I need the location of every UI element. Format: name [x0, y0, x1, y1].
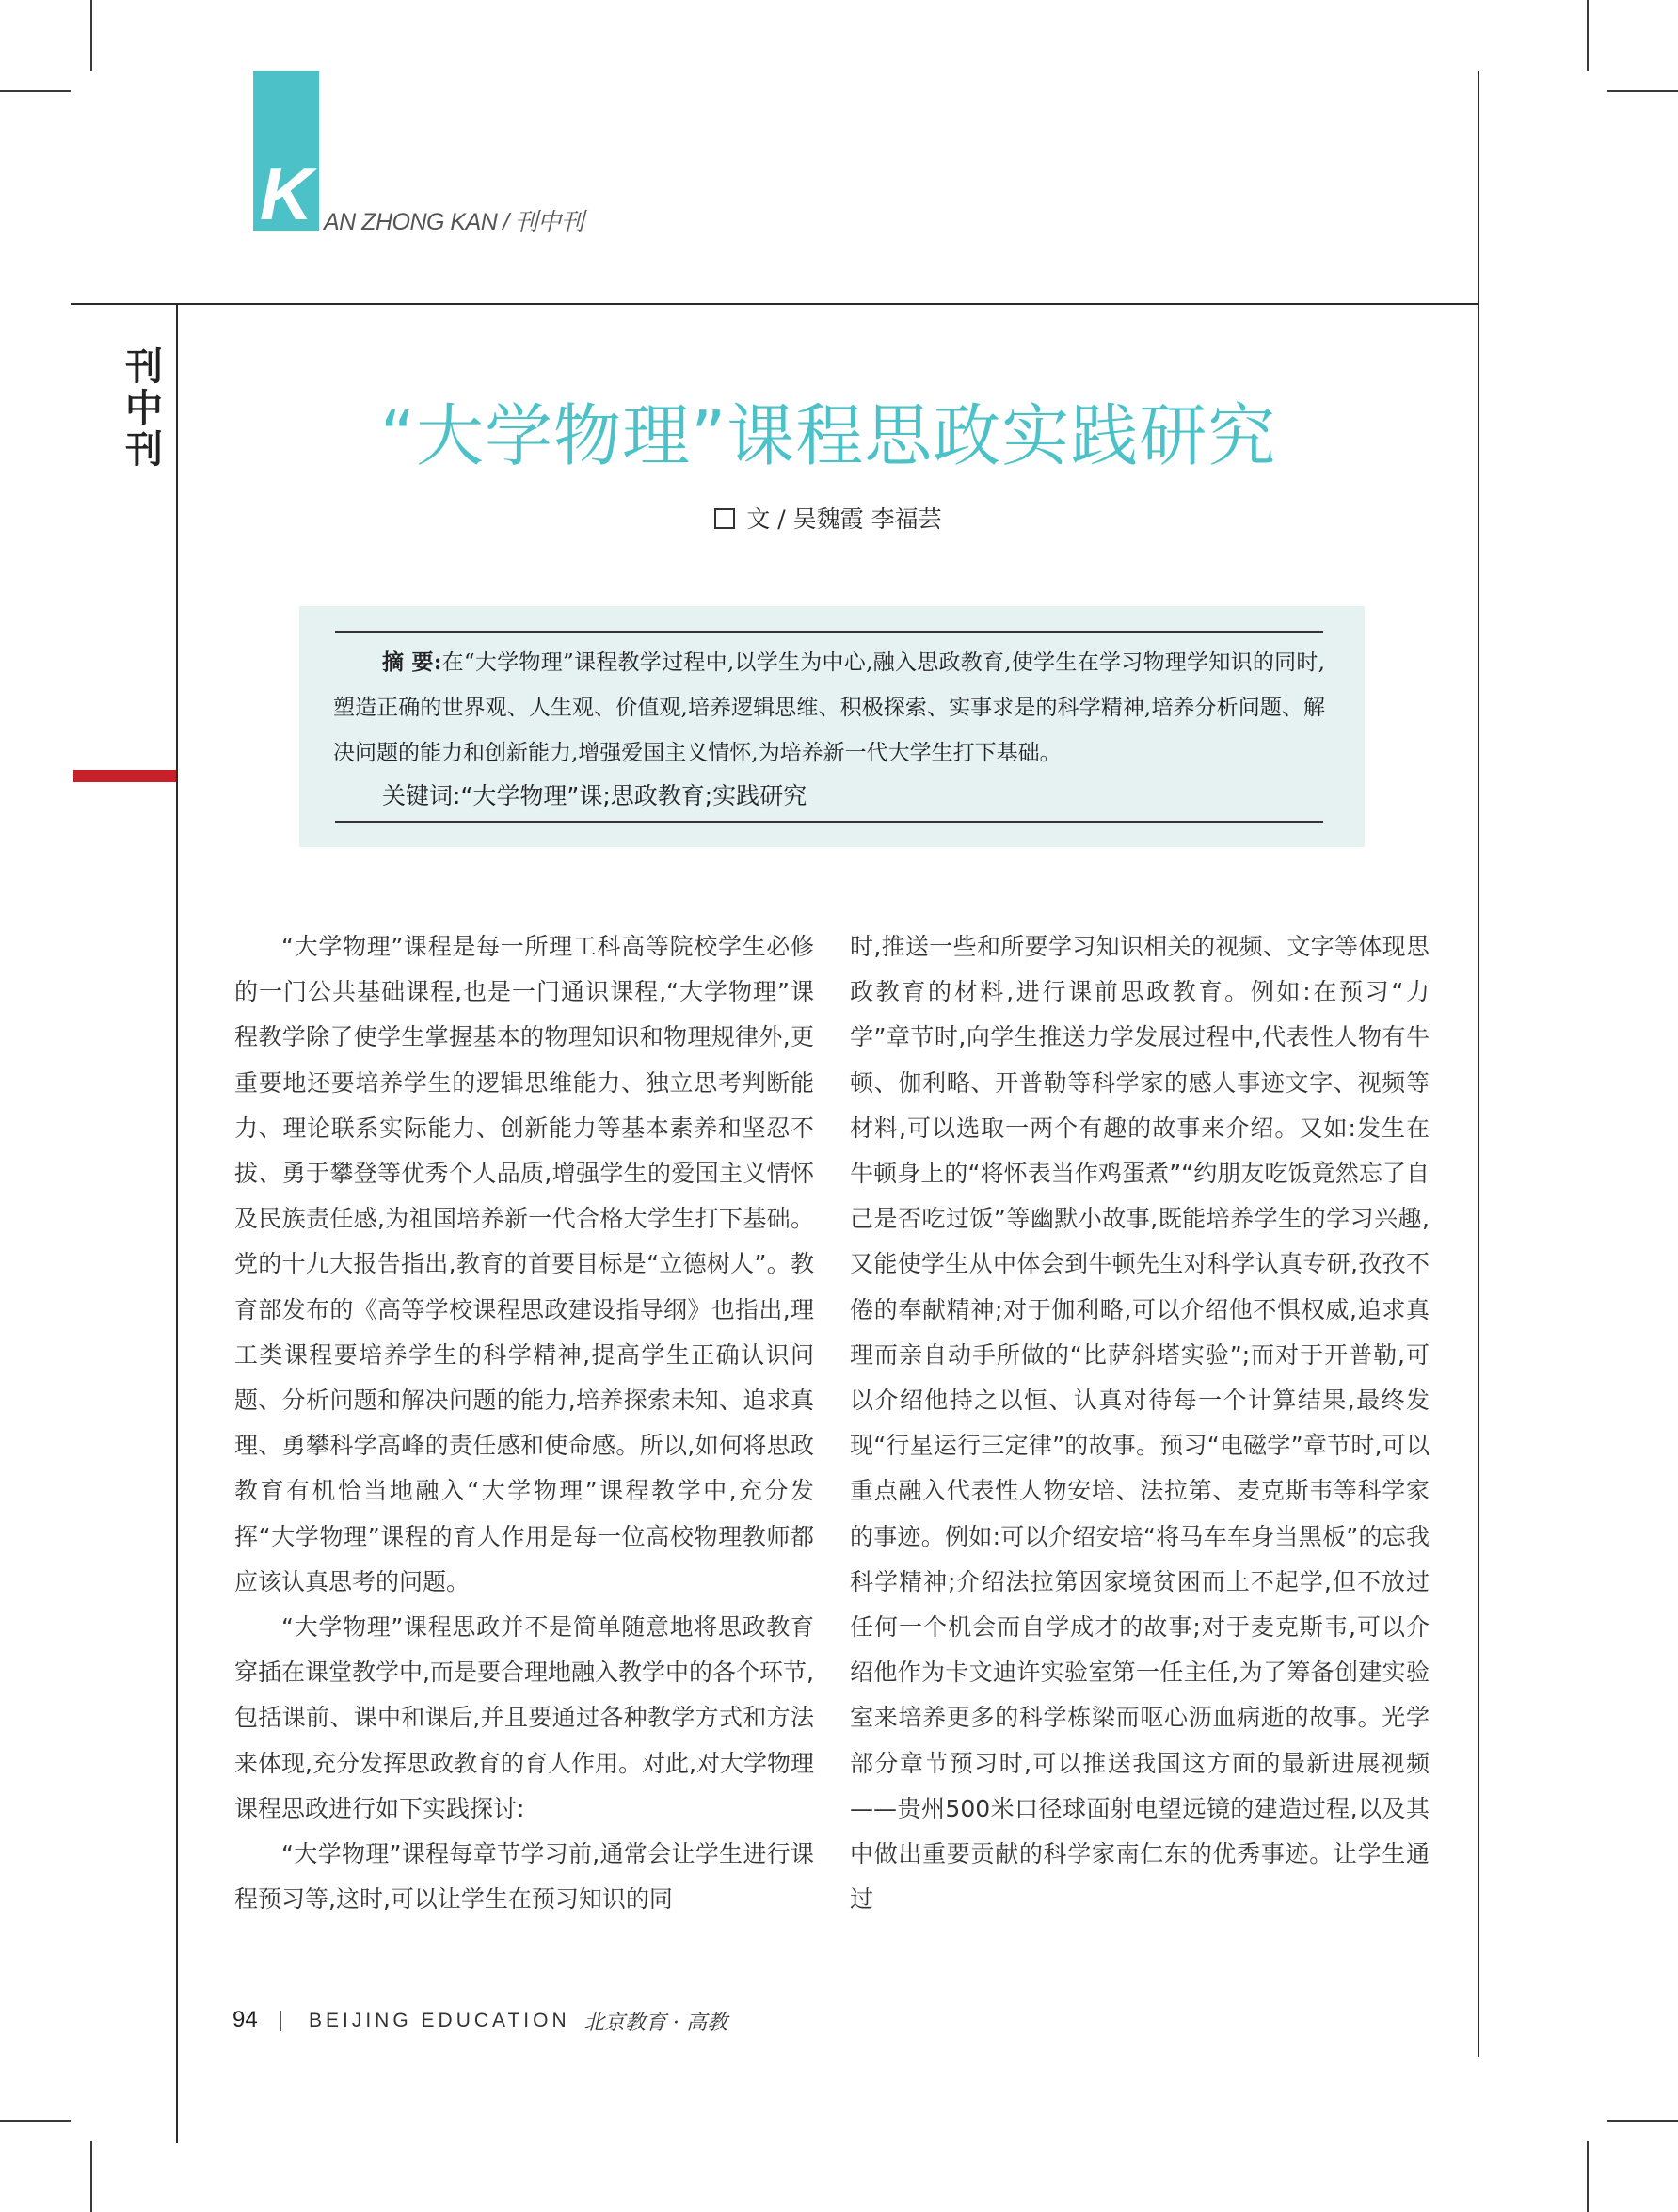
keywords-label: 关键词: — [382, 782, 461, 809]
abstract-top-rule — [335, 631, 1323, 633]
left-column-rule — [176, 303, 178, 2143]
footer-separator — [280, 2011, 281, 2031]
abstract-bottom-rule — [335, 821, 1323, 823]
keywords-value: “大学物理”课;思政教育;实践研究 — [460, 782, 807, 809]
header-rule — [71, 303, 1478, 305]
keywords — [382, 777, 807, 815]
abstract-body: 在“大学物理”课程教学过程中,以学生为中心,融入思政教育,使学生在学习物理学知识的同时,塑造正确的世界观、人生观、价值观,培养逻辑思维、积极探索、实事求是的科学精神,培养分析问题、解决问题的能力和创新能力,增强爱国主义情怀,为培养新一代大学生打下基础。 — [333, 650, 1325, 765]
abstract-label: 摘 要: — [382, 649, 442, 675]
body-paragraph: “大学物理”课程是每一所理工科高等院校学生必修的一门公共基础课程,也是一门通识课程,“大学物理”课程教学除了使学生掌握基本的物理知识和物理规律外,更重要地还要培养学生的逻辑思维能力、独立思考判断能力、理论联系实际能力、创新能力等基本素养和坚忍不拔、勇于攀登等优秀个人品质,增强学生的爱国主义情怀及民族责任感,为祖国培养新一代合格大学生打下基础。党的十九大报告指出,教育的首要目标是“立德树人”。教育部发布的《高等学校课程思政建设指导纲》也指出,理工类课程要培养学生的科学精神,提高学生正确认识问题、分析问题和解决问题的能力,培养探索未知、追求真理、勇攀科学高峰的责任感和使命感。所以,如何将思政教育有机恰当地融入“大学物理”课程教学中,充分发挥“大学物理”课程的育人作用是每一位高校物理教师都应该认真思考的问题。 — [234, 933, 814, 1595]
section-header — [324, 203, 583, 237]
body-paragraph: “大学物理”课程思政并不是简单随意地将思政教育穿插在课堂教学中,而是要合理地融入教学中的各个环节,包括课前、课中和课后,并且要通过各种教学方式和方法来体现,充分发挥思政教育的育人作用。对此,对大学物理课程思政进行如下实践探讨: — [234, 1613, 814, 1822]
crop-mark — [1607, 90, 1678, 92]
magazine-name-cn: 北京教育 · 高教 — [583, 2012, 727, 2035]
section-logo-letter: K — [260, 152, 313, 235]
body-paragraph: 时,推送一些和所要学习知识相关的视频、文字等体现思政教育的材料,进行课前思政教育。例如:在预习“力学”章节时,向学生推送力学发展过程中,代表性人物有牛顿、伽利略、开普勒等科学家的感人事迹文字、视频等材料,可以选取一两个有趣的故事来介绍。又如:发生在牛顿身上的“将怀表当作鸡蛋煮”“约朋友吃饭竟然忘了自己是否吃过饭”等幽默小故事,既能培养学生的学习兴趣,又能使学生从中体会到牛顿先生对科学认真专研,孜孜不倦的奉献精神;对于伽利略,可以介绍他不惧权威,追求真理而亲自动手所做的“比萨斜塔实验”;而对于开普勒,可以介绍他持之以恒、认真对待每一个计算结果,最终发现“行星运行三定律”的故事。预习“电磁学”章节时,可以重点融入代表性人物安培、法拉第、麦克斯韦等科学家的事迹。例如:可以介绍安培“将马车车身当黑板”的忘我科学精神;介绍法拉第因家境贫困而上不起学,但不放过任何一个机会而自学成才的故事;对于麦克斯韦,可以介绍他作为卡文迪许实验室第一任主任,为了筹备创建实验室来培养更多的科学栋梁而呕心沥血病逝的故事。光学部分章节预习时,可以推送我国这方面的最新进展视频——贵州500米口径球面射电望远镜的建造过程,以及其中做出重要贡献的科学家南仁东的优秀事迹。让学生通过 — [850, 933, 1430, 1914]
section-name-cn: 刊中刊 — [514, 209, 584, 235]
crop-mark — [0, 90, 71, 92]
crop-mark — [1587, 0, 1589, 71]
right-margin-rule — [1478, 71, 1479, 2057]
byline-text: 文 / 吴魏霞 李福芸 — [746, 505, 942, 533]
page-number: 94 — [232, 2007, 258, 2032]
crop-mark — [0, 2120, 71, 2122]
article-title: “大学物理”课程思政实践研究 — [379, 396, 1277, 475]
crop-mark — [1607, 2120, 1678, 2122]
magazine-name-en: BEIJING EDUCATION — [309, 2010, 570, 2031]
crop-mark — [1587, 2141, 1589, 2212]
section-separator: / — [503, 209, 509, 235]
byline — [179, 501, 1478, 535]
body-paragraph: “大学物理”课程每章节学习前,通常会让学生进行课程预习等,这时,可以让学生在预习知识的同 — [234, 1840, 814, 1914]
red-accent-bar — [73, 770, 176, 782]
body-column-right — [850, 924, 1430, 1922]
crop-mark — [90, 2141, 92, 2212]
side-section-label: 刊中刊 — [125, 345, 163, 472]
section-name-en: AN ZHONG KAN — [324, 209, 498, 235]
square-icon — [714, 508, 735, 529]
abstract-text — [333, 640, 1325, 776]
crop-mark — [90, 0, 92, 71]
body-column-left — [234, 924, 814, 1922]
